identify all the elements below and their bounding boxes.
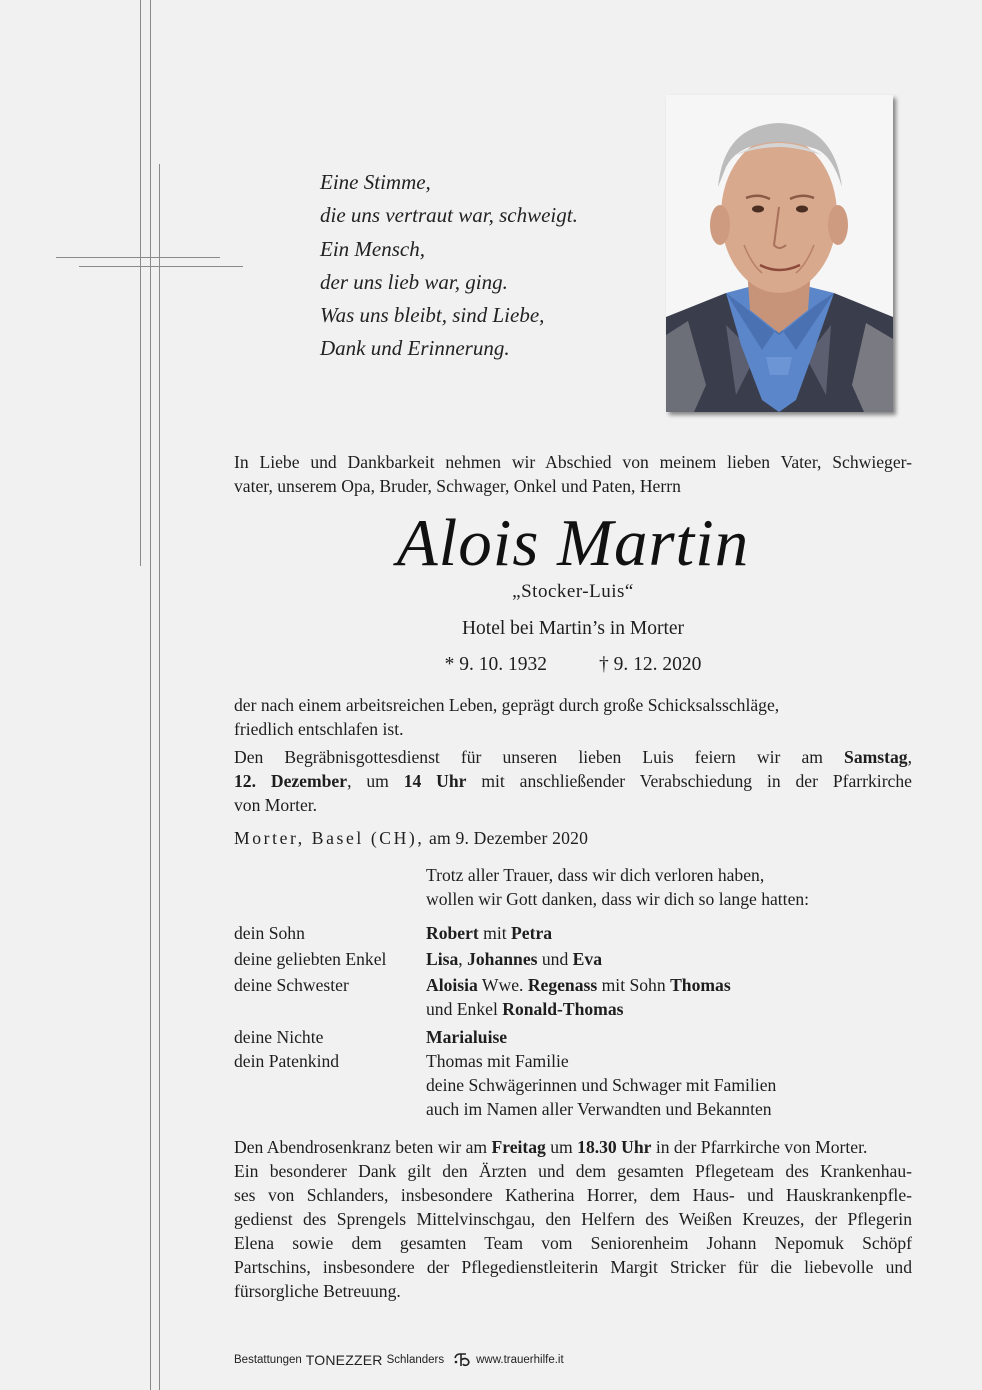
footer-suffix: Schlanders	[386, 1354, 445, 1366]
relative-niece: Marialuise	[426, 1027, 508, 1047]
place-date	[234, 828, 588, 849]
relative-label-sister: deine Schwester	[234, 975, 349, 995]
footer-brand: TONEZZER	[305, 1352, 383, 1368]
relative-sister: Aloisia Wwe. Regenass mit Sohn Thomas	[426, 975, 731, 995]
thanks-line: Ein besonderer Dank gilt den Ärzten und dem gesamten Pflegeteam des Krankenhau-	[234, 1161, 912, 1181]
poem-line: die uns vertraut war, schweigt.	[320, 203, 578, 228]
relative-label-son: dein Sohn	[234, 923, 305, 943]
life-dates	[234, 654, 912, 676]
deceased-nickname: „Stocker-Luis“	[512, 581, 634, 602]
relative-label-grandchildren: deine geliebten Enkel	[234, 949, 387, 969]
relative-sister-grandson: und Enkel Ronald-Thomas	[426, 999, 624, 1019]
passing-line-2: friedlich entschlafen ist.	[234, 719, 404, 739]
funeral-line-3: von Morter.	[234, 795, 318, 815]
page-border-line-left	[140, 0, 141, 566]
trauerhilfe-logo-icon	[452, 1352, 472, 1368]
poem-line: der uns lieb war, ging.	[320, 269, 508, 294]
funeral-line-2: 12. Dezember, um 14 Uhr mit anschließender Verabschiedung in der Pfarrkirche	[234, 771, 912, 791]
mourning-intro	[426, 864, 809, 911]
relative-grandchildren: Lisa, Johannes und Eva	[426, 949, 603, 969]
relative-others: auch im Namen aller Verwandten und Bekannten	[426, 1099, 772, 1119]
intro-line-1: In Liebe und Dankbarkeit nehmen wir Abschied von meinem lieben Vater, Schwieger-	[234, 452, 912, 472]
poem-line: Dank und Erinnerung.	[320, 336, 510, 361]
place-date-value: am 9. Dezember 2020	[424, 828, 589, 848]
poem-line: Ein Mensch,	[320, 236, 425, 261]
mourning-intro-line: wollen wir Gott danken, dass wir dich so lange hatten:	[426, 888, 810, 909]
relative-label-godchild: dein Patenkind	[234, 1051, 340, 1071]
footer-prefix: Bestattungen	[234, 1354, 302, 1366]
thanks-line: Elena sowie dem gesamten Team vom Seniorenheim Johann Nepomuk Schöpf	[234, 1233, 912, 1253]
passing-line-1: der nach einem arbeitsreichen Leben, geprägt durch große Schicksalsschläge,	[234, 695, 780, 715]
portrait-photo	[666, 95, 893, 412]
thanks-line: Partschins, insbesondere der Pflegedienstleiterin Margit Stricker für die liebevolle und	[234, 1257, 912, 1277]
birth-date: * 9. 10. 1932	[444, 654, 547, 675]
intro-line-2: vater, unserem Opa, Bruder, Schwager, Onkel und Paten, Herrn	[234, 476, 681, 496]
mourning-intro-line: Trotz aller Trauer, dass wir dich verloren haben,	[426, 865, 765, 885]
page-border-line-right	[150, 0, 151, 1390]
thanks-line: gedienst des Sprengels Mittelvinschgau, den Helfern des Weißen Kreuzes, der Pflegerin	[234, 1209, 912, 1229]
deceased-name: Alois Martin	[396, 506, 750, 580]
footer	[234, 1352, 564, 1368]
relative-son: Robert mit Petra	[426, 923, 553, 943]
funeral-line-1: Den Begräbnisgottesdienst für unseren lieben Luis feiern wir am Samstag,	[234, 747, 912, 767]
thanks-line: fürsorgliche Betreuung.	[234, 1281, 401, 1301]
poem-line: Eine Stimme,	[320, 170, 431, 194]
footer-website[interactable]: www.trauerhilfe.it	[476, 1354, 564, 1366]
poem	[320, 166, 578, 366]
deceased-business: Hotel bei Martin’s in Morter	[461, 618, 685, 639]
poem-line: Was uns bleibt, sind Liebe,	[320, 303, 545, 328]
rosary-line-1: Den Abendrosenkranz beten wir am Freitag um 18.30 Uhr in der Pfarrkirche von Morter.	[234, 1137, 868, 1157]
thanks-line: ses von Schlanders, insbesondere Katherina Horrer, dem Haus- und Hauskrankenpfle-	[234, 1185, 912, 1205]
place-location: Morter, Basel (CH),	[234, 828, 425, 848]
relative-godchild: Thomas mit Familie	[426, 1051, 569, 1071]
relative-label-niece: deine Nichte	[234, 1027, 324, 1047]
relative-inlaws: deine Schwägerinnen und Schwager mit Familien	[426, 1075, 777, 1095]
death-date: † 9. 12. 2020	[599, 654, 702, 675]
